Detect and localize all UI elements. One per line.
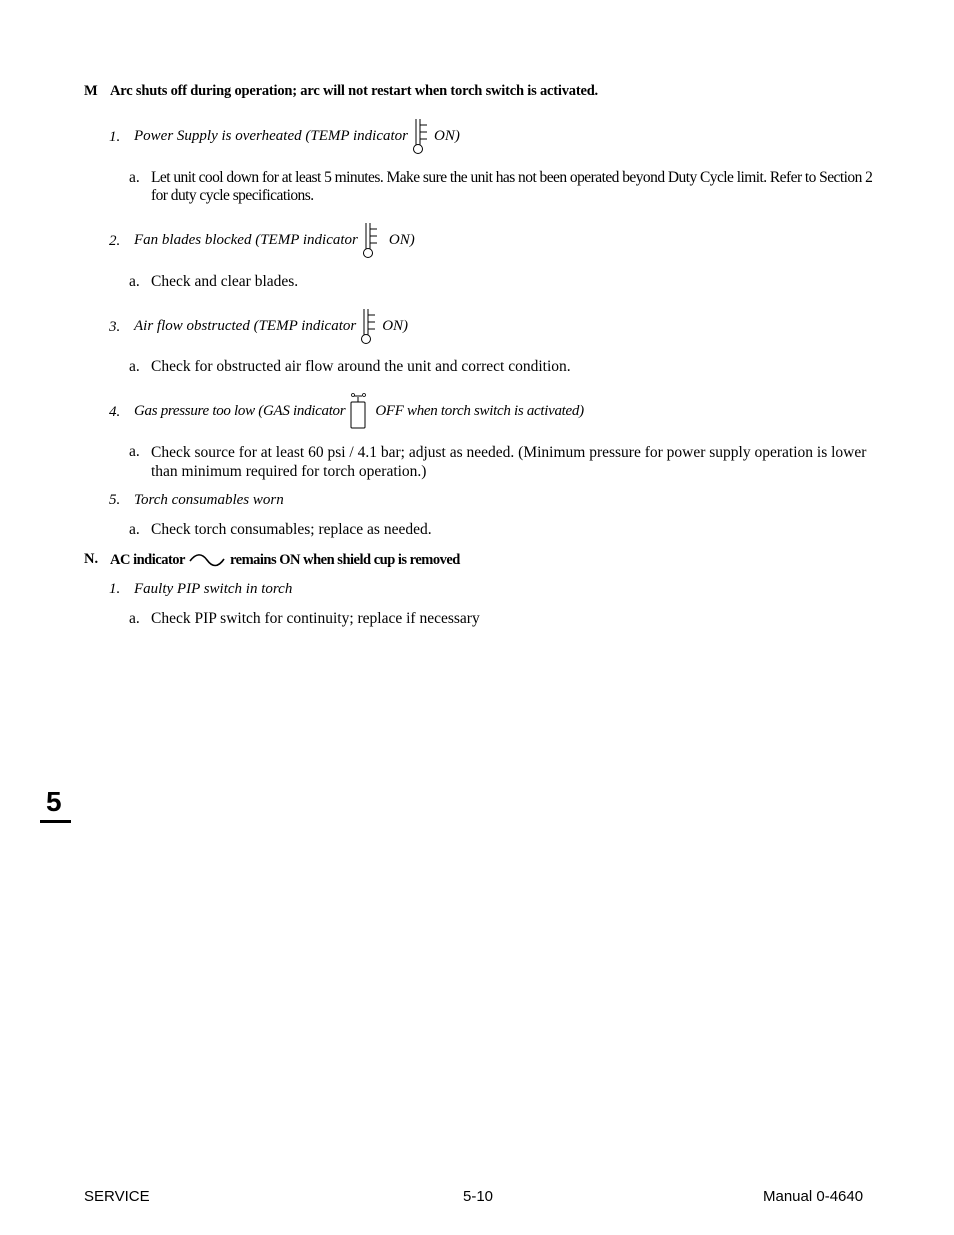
footer-page-number: 5-10	[463, 1188, 494, 1205]
cause-text	[134, 581, 292, 598]
action-text: Check for obstructed air flow around the unit and correct condition.	[151, 358, 571, 375]
section-letter-m: M	[84, 83, 98, 99]
thermometer-icon	[413, 118, 433, 154]
cause-text-before: Power Supply is overheated (TEMP indicator	[134, 127, 408, 144]
section-title-n	[110, 549, 460, 571]
action-text: Check source for at least 60 psi / 4.1 bar; adjust as needed. (Minimum pressure for power supply operation is lower than minimum required for torch operation.)	[151, 444, 867, 480]
section-letter-n: N.	[84, 551, 99, 567]
cause-number: 2.	[109, 233, 121, 249]
action-letter: a.	[129, 358, 140, 375]
cause-text-before: Gas pressure too low (GAS indicator	[134, 402, 346, 419]
action-text: Let unit cool down for at least 5 minutes. Make sure the unit has not been operated beyond Duty Cycle limit. Refer to Section 2 for duty cycle specifications.	[151, 169, 873, 204]
cause-text-before: Fan blades blocked (TEMP indicator	[134, 231, 358, 248]
cause-text-before: Torch consumables worn	[134, 492, 284, 508]
action-text: Check PIP switch for continuity; replace if necessary	[151, 610, 480, 627]
cause-number: 1.	[109, 129, 121, 145]
cause-text	[134, 308, 408, 344]
footer-manual-number: Manual 0-4640	[763, 1188, 864, 1205]
action-letter: a.	[129, 273, 140, 290]
ac-wave-icon	[188, 552, 226, 568]
cause-text-after: ON)	[434, 127, 460, 144]
footer-section: SERVICE	[84, 1188, 150, 1205]
action-letter: a.	[129, 443, 140, 460]
cause-text	[134, 118, 460, 154]
action-text: Check torch consumables; replace as needed.	[151, 521, 432, 538]
chapter-tab-underline	[40, 820, 71, 823]
action-letter: a.	[129, 610, 140, 627]
action-letter: a.	[129, 169, 140, 186]
thermometer-icon	[361, 308, 381, 344]
cause-number: 5.	[109, 492, 121, 508]
cause-number: 3.	[109, 319, 121, 335]
cause-text-after: OFF when torch switch is activated)	[375, 402, 584, 419]
cause-text-after: ON)	[382, 317, 409, 334]
cause-text	[134, 392, 584, 430]
cause-number: 1.	[109, 581, 121, 597]
cause-text	[134, 222, 415, 258]
cause-text	[134, 492, 284, 509]
section-title-m: Arc shuts off during operation; arc will not restart when torch switch is activated.	[110, 83, 598, 99]
section-title-before: AC indicator	[110, 551, 185, 568]
cause-text-before: Air flow obstructed (TEMP indicator	[134, 317, 357, 334]
cause-text-before: Faulty PIP switch in torch	[134, 581, 293, 597]
chapter-tab-number: 5	[46, 786, 62, 817]
action-text: Check and clear blades.	[151, 273, 299, 290]
section-title-after: remains ON when shield cup is removed	[229, 551, 460, 568]
thermometer-icon	[363, 222, 383, 258]
action-letter: a.	[129, 521, 140, 538]
cause-text-after: ON)	[388, 231, 415, 248]
cause-number: 4.	[109, 404, 121, 420]
gas-cylinder-icon	[349, 392, 369, 430]
